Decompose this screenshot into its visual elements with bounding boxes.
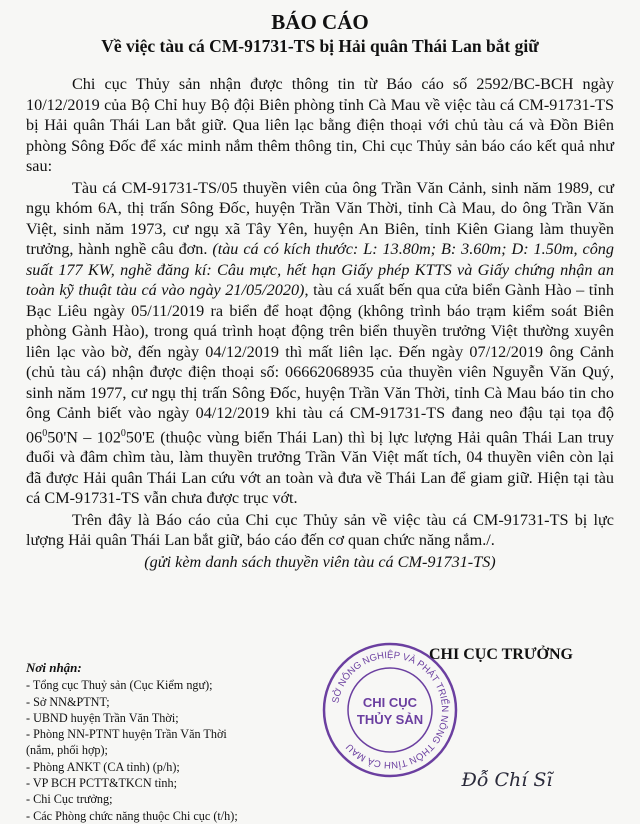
paragraph-details-part3: 50'E (thuộc vùng biển Thái Lan) thì bị lực lượng Hải quân Thái Lan truy đuổi và đâm chìm tàu, làm thuyền trưởng Trần Văn Việt mất tích, 04 thuyền viên còn lại đã được Hải quân Thái Lan cứu vớt an toàn và đưa về Thái Lan để giam giữ. Hiện tại tàu cá CM-91731-TS vẫn chưa được trục vớt. <box>26 427 614 508</box>
recipients-list <box>26 677 326 824</box>
signer-title: CHI CỤC TRƯỞNG <box>428 646 573 663</box>
recipient-item: - Sở NN&PTNT; <box>26 694 110 709</box>
recipient-item: - Các Phòng chức năng thuộc Chi cục (t/h); <box>26 808 238 823</box>
seal-inner-ring <box>348 668 432 752</box>
degree-mark: 0 <box>42 427 48 439</box>
document-body <box>26 74 614 572</box>
paragraph-details <box>26 178 614 509</box>
recipient-item: - VP BCH PCTT&TKCN tỉnh; <box>26 776 178 791</box>
seal-ring-text: SỞ NÔNG NGHIỆP VÀ PHÁT TRIỂN NÔNG THÔN TỈNH CÀ MAU <box>330 649 451 771</box>
paragraph-conclusion: Trên đây là Báo cáo của Chi cục Thủy sản về việc tàu cá CM-91731-TS bị lực lượng Hải quân Thái Lan bắt giữ, báo cáo đến cơ quan chức năng nắm./. <box>26 510 614 550</box>
paragraph-intro: Chi cục Thủy sản nhận được thông tin từ Báo cáo số 2592/BC-BCH ngày 10/12/2019 của Bộ Chỉ huy Bộ đội Biên phòng tỉnh Cà Mau về việc tàu cá CM-91731-TS bị Hải quân Thái Lan bắt giữ. Qua liên lạc bằng điện thoại với chủ tàu cá và Đồn Biên phòng Sông Đốc để xác minh nắm thêm thông tin, Chi cục Thủy sản báo cáo kết quả như sau: <box>26 75 614 175</box>
recipients-heading: Nơi nhận: <box>26 660 82 675</box>
paragraph-details-part2: , tàu cá xuất bến qua cửa biển Gành Hào – tỉnh Bạc Liêu ngày 05/11/2019 ra biển để hoạt động (không trình báo trạm kiểm soát Biên phòng Gành Hào), trong quá trình hoạt động trên biển thuyền trưởng Việt thường xuyên liên lạc vào bờ, đến ngày 04/12/2019 thì mất liên lạc. Đến ngày 07/12/2019 ông Cảnh (chủ tàu cá) nhận được điện thoại số: 06662068935 của thuyền viên Nguyễn Văn Quý, sinh năm 1977, cư ngụ thị trấn Sông Đốc, huyện Trần Văn Thời, tỉnh Cà Mau báo tin cho ông Cảnh biết vào ngày 04/12/2019 khi tàu cá CM-91731-TS đang neo đậu tại tọa độ 06 <box>26 281 614 446</box>
recipient-item: (nắm, phối hợp); <box>26 743 108 758</box>
recipient-item: - Phòng NN-PTNT huyện Trần Văn Thời <box>26 727 227 742</box>
recipient-item: - Chi Cục trưởng; <box>26 792 113 807</box>
vessel-specs: (tàu cá có kích thước: L: 13.80m; B: 3.60m; D: 1.50m, công suất 177 KW, nghề đăng kí: Câu mực, hết hạn Giấy phép KTTS và Giấy chứng nhận an toàn kỹ thuật tàu cá vào ngày 21/05/2020) <box>26 240 614 299</box>
recipient-item: - Tổng cục Thuỷ sản (Cục Kiểm ngư); <box>26 678 213 693</box>
recipient-item: - Phòng ANKT (CA tỉnh) (p/h); <box>26 759 180 774</box>
signer-name: Đỗ Chí Sĩ <box>461 769 553 791</box>
recipients-block <box>26 660 326 824</box>
document-subtitle: Về việc tàu cá CM-91731-TS bị Hải quân Thái Lan bắt giữ <box>101 36 539 56</box>
paragraph-details-part1: Tàu cá CM-91731-TS/05 thuyền viên của ông Trần Văn Cảnh, sinh năm 1989, cư ngụ khóm 6A, thị trấn Sông Đốc, huyện Trần Văn Thời, tỉnh Cà Mau, do ông Trần Văn Việt, sinh năm 1973, cư ngụ xã Tây Yên, huyện An Biên, tỉnh Kiên Giang làm thuyền trưởng, hành nghề câu đơn. <box>26 178 614 258</box>
recipient-item: - UBND huyện Trần Văn Thời; <box>26 710 179 725</box>
attachment-note: (gửi kèm danh sách thuyền viên tàu cá CM-91731-TS) <box>144 552 496 571</box>
coordinate-middle: 50'N – 102 <box>47 427 121 446</box>
degree-mark: 0 <box>120 427 126 439</box>
seal-center-line1: CHI CỤC <box>362 695 418 710</box>
document-title: BÁO CÁO <box>271 10 369 34</box>
seal-center-line2: THỦY SẢN <box>356 712 424 727</box>
